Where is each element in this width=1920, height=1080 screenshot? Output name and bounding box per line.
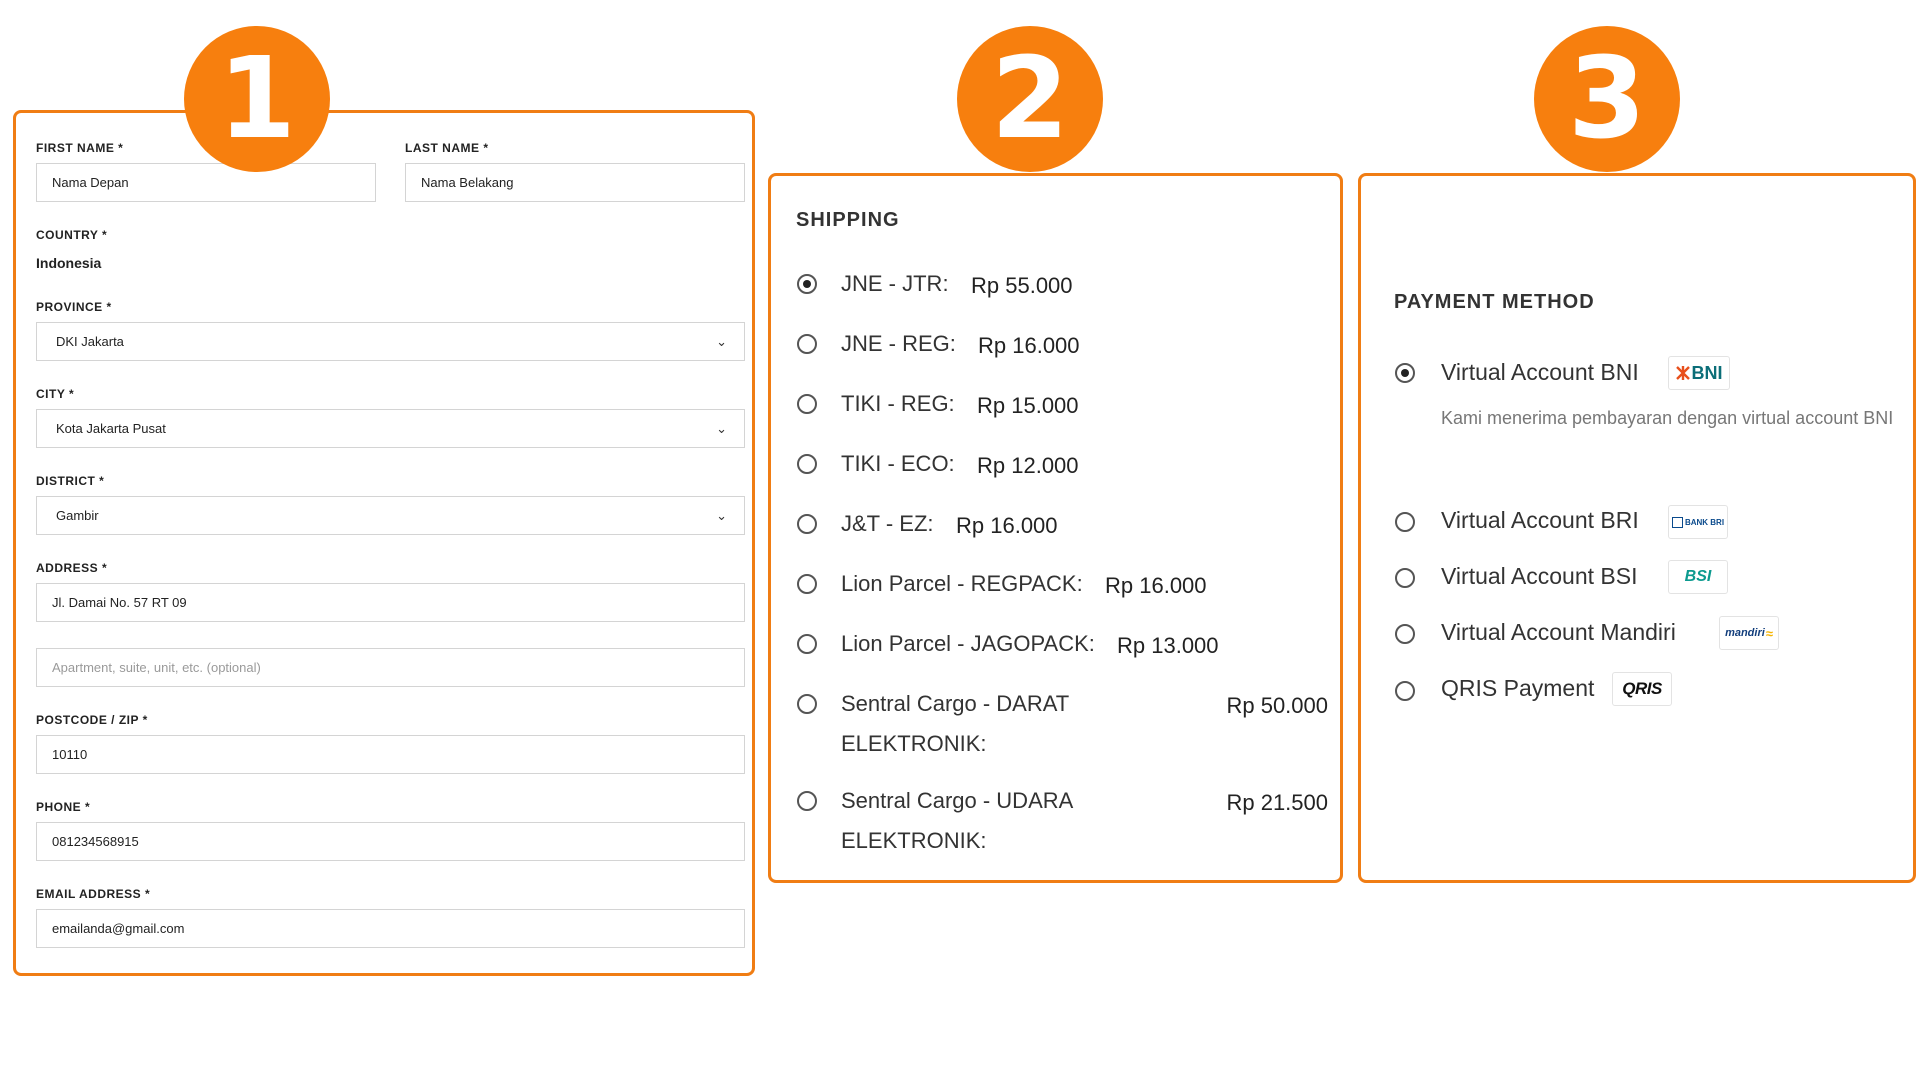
mandiri-logo-icon: mandiri ≈	[1719, 616, 1779, 650]
shipping-option-name: Lion Parcel - JAGOPACK:	[841, 631, 1095, 656]
province-select[interactable]	[36, 322, 745, 361]
bri-radio[interactable]	[1395, 512, 1415, 532]
shipping-radio[interactable]	[797, 394, 817, 414]
shipping-option-price: Rp 15.000	[977, 393, 1079, 418]
shipping-radio[interactable]	[797, 514, 817, 534]
province-value: DKI Jakarta	[56, 334, 124, 349]
shipping-radio[interactable]	[797, 274, 817, 294]
shipping-option-name: TIKI - ECO:	[841, 451, 955, 476]
shipping-radio[interactable]	[797, 454, 817, 474]
first-name-label: FIRST NAME *	[36, 141, 124, 155]
last-name-label: LAST NAME *	[405, 141, 489, 155]
bni-logo-icon: BNI	[1668, 356, 1730, 390]
last-name-input[interactable]: Nama Belakang	[405, 163, 745, 202]
postcode-label: POSTCODE / ZIP *	[36, 713, 148, 727]
shipping-option-price: Rp 16.000	[956, 513, 1058, 538]
shipping-radio[interactable]	[797, 791, 817, 811]
shipping-radio[interactable]	[797, 634, 817, 654]
shipping-option-name: Sentral Cargo - UDARA	[841, 788, 1074, 813]
bni-description: Kami menerima pembayaran dengan virtual account BNI	[1441, 408, 1894, 428]
bni-radio[interactable]	[1395, 363, 1415, 383]
step-badge-3: 3	[1534, 26, 1680, 172]
shipping-option-price: Rp 55.000	[971, 273, 1073, 298]
shipping-option-name: JNE - JTR:	[841, 271, 949, 296]
shipping-option-price: Rp 12.000	[977, 453, 1079, 478]
address-input[interactable]: Jl. Damai No. 57 RT 09	[36, 583, 745, 622]
shipping-option-name: JNE - REG:	[841, 331, 956, 356]
bsi-radio[interactable]	[1395, 568, 1415, 588]
district-select[interactable]	[36, 496, 745, 535]
district-value: Gambir	[56, 508, 99, 523]
shipping-option-name: Sentral Cargo - DARAT	[841, 691, 1070, 716]
billing-panel	[13, 110, 755, 976]
shipping-radio[interactable]	[797, 574, 817, 594]
payment-panel	[1358, 173, 1916, 883]
shipping-option-price: Rp 13.000	[1117, 633, 1219, 658]
address-label: ADDRESS *	[36, 561, 108, 575]
address-line2-input[interactable]: Apartment, suite, unit, etc. (optional)	[36, 648, 745, 687]
shipping-option-name-line2: ELEKTRONIK:	[841, 828, 987, 853]
bsi-label: Virtual Account BSI	[1441, 563, 1638, 589]
postcode-input[interactable]: 10110	[36, 735, 745, 774]
country-value: Indonesia	[36, 255, 102, 271]
bri-logo-icon: BANK BRI	[1668, 505, 1728, 539]
country-label: COUNTRY *	[36, 228, 108, 242]
phone-label: PHONE *	[36, 800, 91, 814]
first-name-input[interactable]: Nama Depan	[36, 163, 376, 202]
shipping-radio[interactable]	[797, 694, 817, 714]
shipping-option-name-line2: ELEKTRONIK:	[841, 731, 987, 756]
shipping-panel	[768, 173, 1343, 883]
mandiri-radio[interactable]	[1395, 624, 1415, 644]
shipping-title: SHIPPING	[796, 209, 900, 231]
email-input[interactable]: emailanda@gmail.com	[36, 909, 745, 948]
email-label: EMAIL ADDRESS *	[36, 887, 151, 901]
step-badge-2: 2	[957, 26, 1103, 172]
shipping-option-name: J&T - EZ:	[841, 511, 934, 536]
shipping-option-price: Rp 21.500	[1226, 790, 1328, 815]
payment-title: PAYMENT METHOD	[1394, 291, 1595, 313]
city-value: Kota Jakarta Pusat	[56, 421, 166, 436]
chevron-down-icon: ⌄	[716, 333, 727, 349]
qris-radio[interactable]	[1395, 681, 1415, 701]
shipping-option-price: Rp 16.000	[1105, 573, 1207, 598]
qris-label: QRIS Payment	[1441, 675, 1595, 701]
bsi-logo-icon: BSI	[1668, 560, 1728, 594]
bni-label: Virtual Account BNI	[1441, 359, 1639, 385]
shipping-option-price: Rp 50.000	[1226, 693, 1328, 718]
chevron-down-icon: ⌄	[716, 420, 727, 436]
city-label: CITY *	[36, 387, 75, 401]
city-select[interactable]	[36, 409, 745, 448]
qris-logo-icon: QRIS	[1612, 672, 1672, 706]
chevron-down-icon: ⌄	[716, 507, 727, 523]
step-badge-1: 1	[184, 26, 330, 172]
shipping-option-price: Rp 16.000	[978, 333, 1080, 358]
phone-input[interactable]: 081234568915	[36, 822, 745, 861]
mandiri-label: Virtual Account Mandiri	[1441, 619, 1676, 645]
shipping-option-name: Lion Parcel - REGPACK:	[841, 571, 1083, 596]
bri-label: Virtual Account BRI	[1441, 507, 1639, 533]
shipping-option-name: TIKI - REG:	[841, 391, 955, 416]
district-label: DISTRICT *	[36, 474, 105, 488]
shipping-radio[interactable]	[797, 334, 817, 354]
province-label: PROVINCE *	[36, 300, 112, 314]
